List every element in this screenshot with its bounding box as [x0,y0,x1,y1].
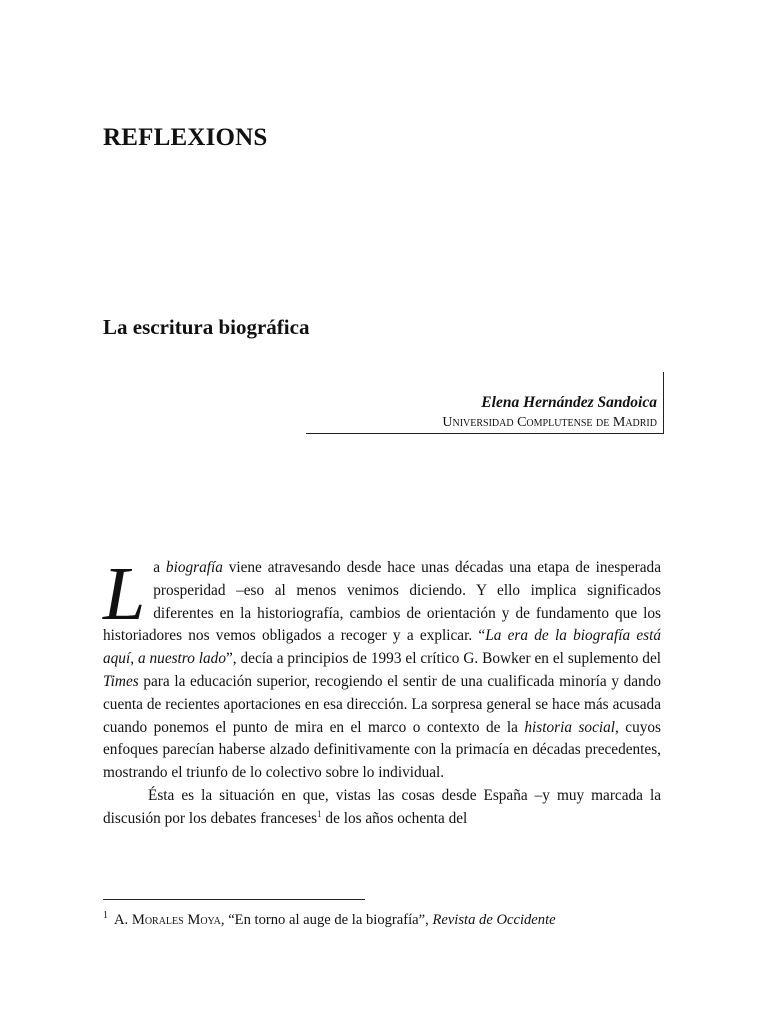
paragraph-2 [103,785,661,831]
author-affiliation: Universidad Complutense de Madrid [442,415,657,430]
byline-box [306,372,664,434]
section-heading: REFLEXIONS [103,124,268,151]
text-run: ”, decía a principios de 1993 el crítico G. Bowker en el suplemento del [225,650,661,668]
italic-term: Times [103,672,139,690]
footnote-journal: Revista de Occidente [432,911,556,928]
text-run: Ésta es la situación en que, vistas las cosas desde España –y muy marcada la discusión por los debates franceses [103,786,661,827]
text-run: para la educación superior, recogiendo el sentir de una cualificada minoría y dando cuenta de recientes aportaciones en esa dirección. La sorpresa general se hace más acusada cuando ponemos el punto de mira en el marco o contexto de la [103,672,661,736]
article-title: La escritura biográfica [103,315,310,339]
text-run: A. [114,911,132,928]
text-run: , cuyos enfoques parecían haberse alzado definitivamente con la primacía en décadas precedentes, mostrando el triunfo de lo colectivo sobre lo individual. [103,718,661,782]
text-run: viene atravesando desde hace unas décadas una etapa de inesperada prosperidad –eso al menos venimos diciendo. Y ello implica significados diferentes en la historiografía, cambios de orientación y de fundamento que los historiadores nos vemos obligados a recoger y a explicar. “ [103,559,661,645]
text-run: de los años ochenta del [321,809,468,827]
footnote-reference[interactable]: 1 [317,808,322,819]
drop-cap: L [103,552,146,636]
footnote [103,906,661,930]
body-text [103,552,662,831]
italic-term: historia social [524,718,616,736]
footnote-author: Morales Moya [131,911,221,928]
paragraph-1 [103,552,662,785]
footnote-divider [103,899,365,900]
text-run: a [153,559,166,576]
author-name: Elena Hernández Sandoica [481,394,657,411]
italic-term: biografía [165,559,223,576]
text-run: , “En torno al auge de la biografía”, [220,911,433,928]
footnote-number: 1 [103,910,108,921]
italic-quote: La era de la biografía está aquí, a nuestro lado [103,627,662,668]
